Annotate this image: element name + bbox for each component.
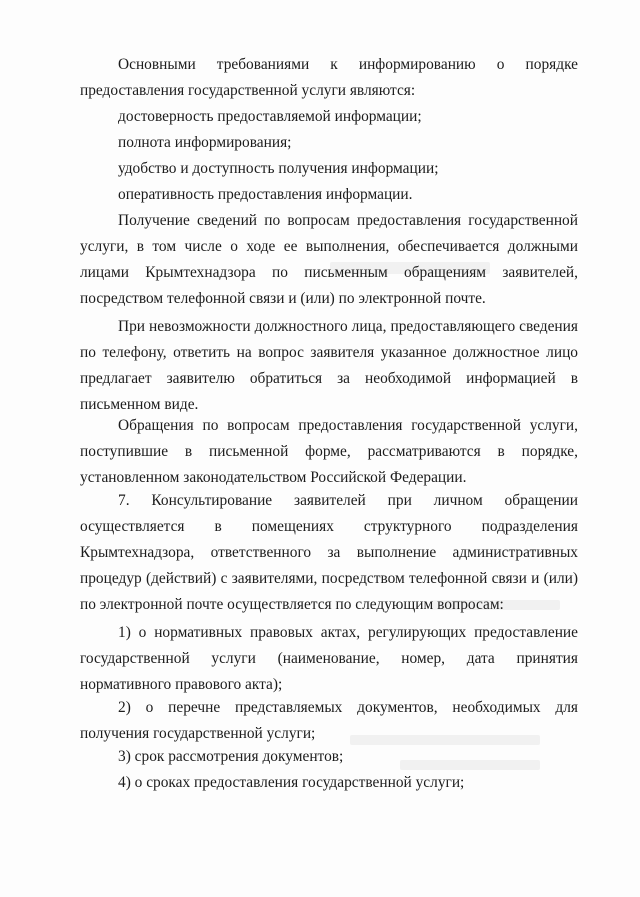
paragraph-item-2: 2) о перечне представляемых документов, необходимых для получения государственной услуги; (80, 699, 578, 742)
paragraph-consulting: 7. Консультирование заявителей при личном обращении осуществляется в помещениях структурного подразделения Крымтехнадзора, ответственного за выполнение административных процедур (действий) с заявителями, посредством телефонной связи и (или) по электронной почте осуществляется по следующим вопросам: (80, 492, 578, 613)
paragraph-telephone-inability: При невозможности должностного лица, предоставляющего сведения по телефону, ответить на вопрос заявителя указанное должностное лицо предлагает заявителю обратиться за необходимой информацией в письменном виде. (80, 318, 578, 413)
scan-noise (400, 760, 540, 770)
list-item-reliability: достоверность предоставляемой информации; (118, 108, 422, 125)
list-item-3: 3) срок рассмотрения документов; (118, 748, 344, 765)
paragraph-item-1: 1) о нормативных правовых актах, регулирующих предоставление государственной услуги (наименование, номер, дата принятия нормативного правового акта); (80, 624, 578, 693)
list-item-completeness: полнота информирования; (118, 134, 292, 151)
paragraph-written-requests: Обращения по вопросам предоставления государственной услуги, поступившие в письменной форме, рассматриваются в порядке, установленном законодательством Российской Федерации. (80, 417, 578, 486)
list-item-promptness: оперативность предоставления информации. (118, 186, 413, 203)
list-item-accessibility: удобство и доступность получения информации; (118, 160, 439, 177)
paragraph-requirements-intro: Основными требованиями к информированию о порядке предоставления государственной услуги являются: (80, 56, 578, 99)
list-item-4: 4) о сроках предоставления государственной услуги; (118, 774, 465, 791)
paragraph-obtaining-information: Получение сведений по вопросам предоставления государственной услуги, в том числе о ходе ее выполнения, обеспечивается должными лицами Крымтехнадзора по письменным обращениям заявителей, посредством телефонной связи и (или) по электронной почте. (80, 212, 578, 307)
